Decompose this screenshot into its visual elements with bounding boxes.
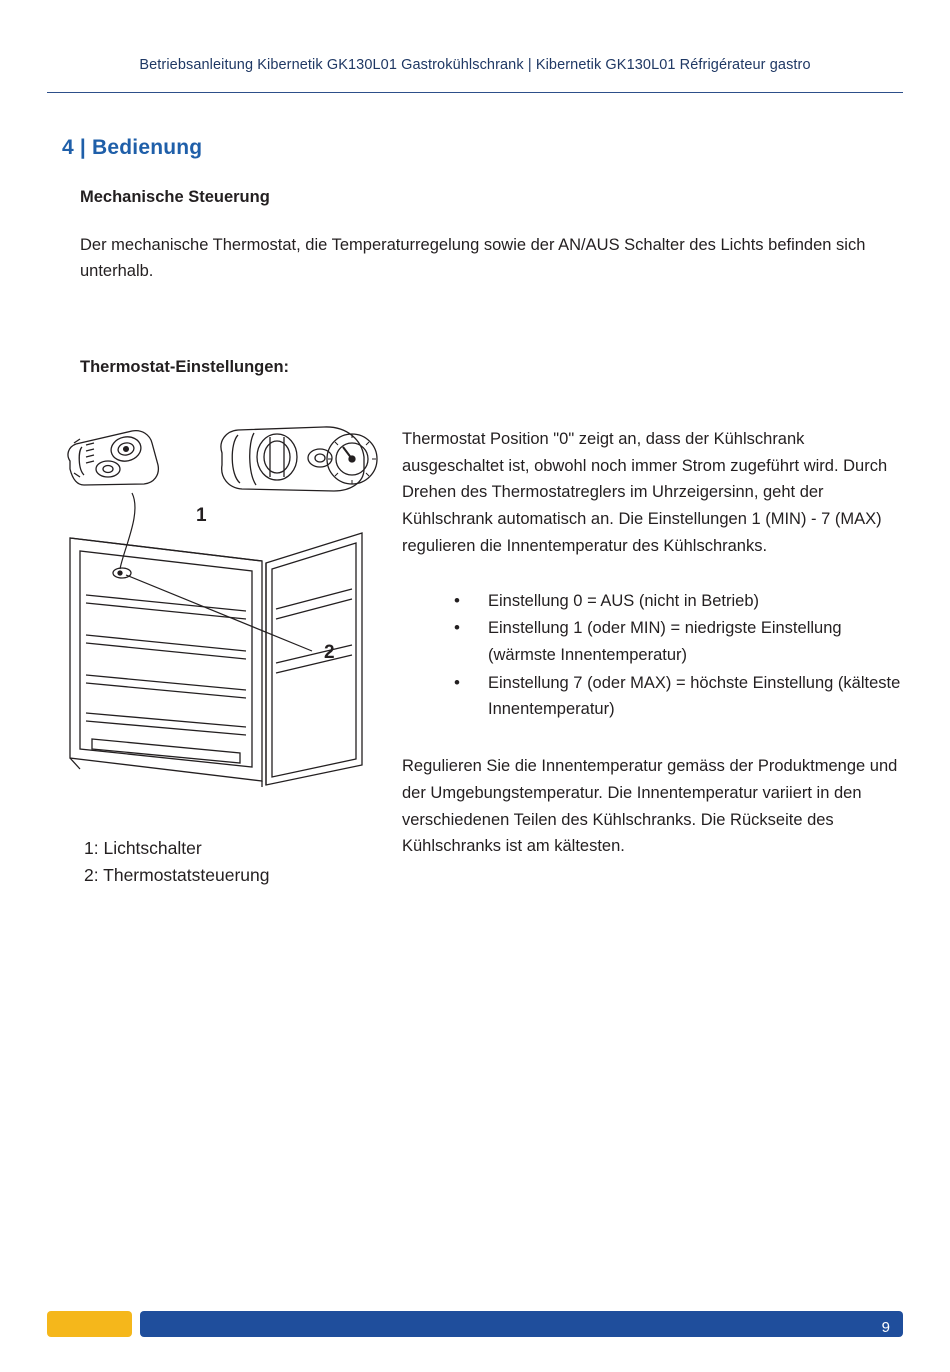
- page-header: [0, 56, 950, 74]
- callout-1-label: 1: [196, 505, 207, 526]
- refrigerator-figure: [62, 413, 392, 813]
- header-title: Betriebsanleitung Kibernetik GK130L01 Gastrokühlschrank | Kibernetik GK130L01 Réfrigérateur gastro: [139, 57, 811, 73]
- header-divider: [47, 92, 903, 93]
- list-item: • Einstellung 0 = AUS (nicht in Betrieb): [486, 588, 902, 615]
- thermostat-settings-heading: Thermostat-Einstellungen:: [80, 358, 290, 377]
- list-item: • Einstellung 1 (oder MIN) = niedrigste Einstellung (wärmste Innentemperatur): [486, 615, 902, 668]
- list-item: • Einstellung 7 (oder MAX) = höchste Einstellung (kälteste Innentemperatur): [486, 670, 902, 723]
- fridge-body: [70, 533, 362, 787]
- legend-item-1: 1: Lichtschalter: [84, 838, 202, 858]
- text-column: [402, 426, 902, 860]
- content-block: [62, 136, 907, 377]
- refrigerator-diagram-svg: [62, 413, 392, 813]
- figure-column: [62, 413, 392, 888]
- figure-legend: [84, 835, 392, 888]
- thermostat-housing-right: [221, 427, 377, 491]
- footer-bar: [140, 1311, 903, 1337]
- footer-accent-bar: [47, 1311, 132, 1337]
- page-title: 4 | Bedienung: [62, 136, 203, 159]
- subsection-title: Mechanische Steuerung: [80, 188, 270, 206]
- thermostat-housing-left: [68, 431, 158, 485]
- temperature-advice: Regulieren Sie die Innentemperatur gemäss der Produktmenge und der Umgebungstemperatur. Die Innentemperatur variiert in den verschiedenen Teilen des Kühlschranks. Die Rückseite des Kühlschranks ist am kältesten.: [402, 757, 898, 856]
- settings-list: [402, 588, 902, 724]
- intro-paragraph: Der mechanische Thermostat, die Temperaturregelung sowie der AN/AUS Schalter des Lichts befinden sich unterhalb.: [80, 236, 866, 280]
- thermostat-description: Thermostat Position "0" zeigt an, dass der Kühlschrank ausgeschaltet ist, obwohl noch immer Strom zugeführt wird. Durch Drehen des Thermostatreglers im Uhrzeigersinn, geht der Kühlschrank automatisch an. Die Einstellungen 1 (MIN) - 7 (MAX) regulieren die Innentemperatur des Kühlschranks.: [402, 430, 888, 555]
- page-number: 9: [881, 1319, 890, 1336]
- legend-item-2: 2: Thermostatsteuerung: [84, 864, 270, 885]
- callout-2-label: 2: [324, 642, 335, 663]
